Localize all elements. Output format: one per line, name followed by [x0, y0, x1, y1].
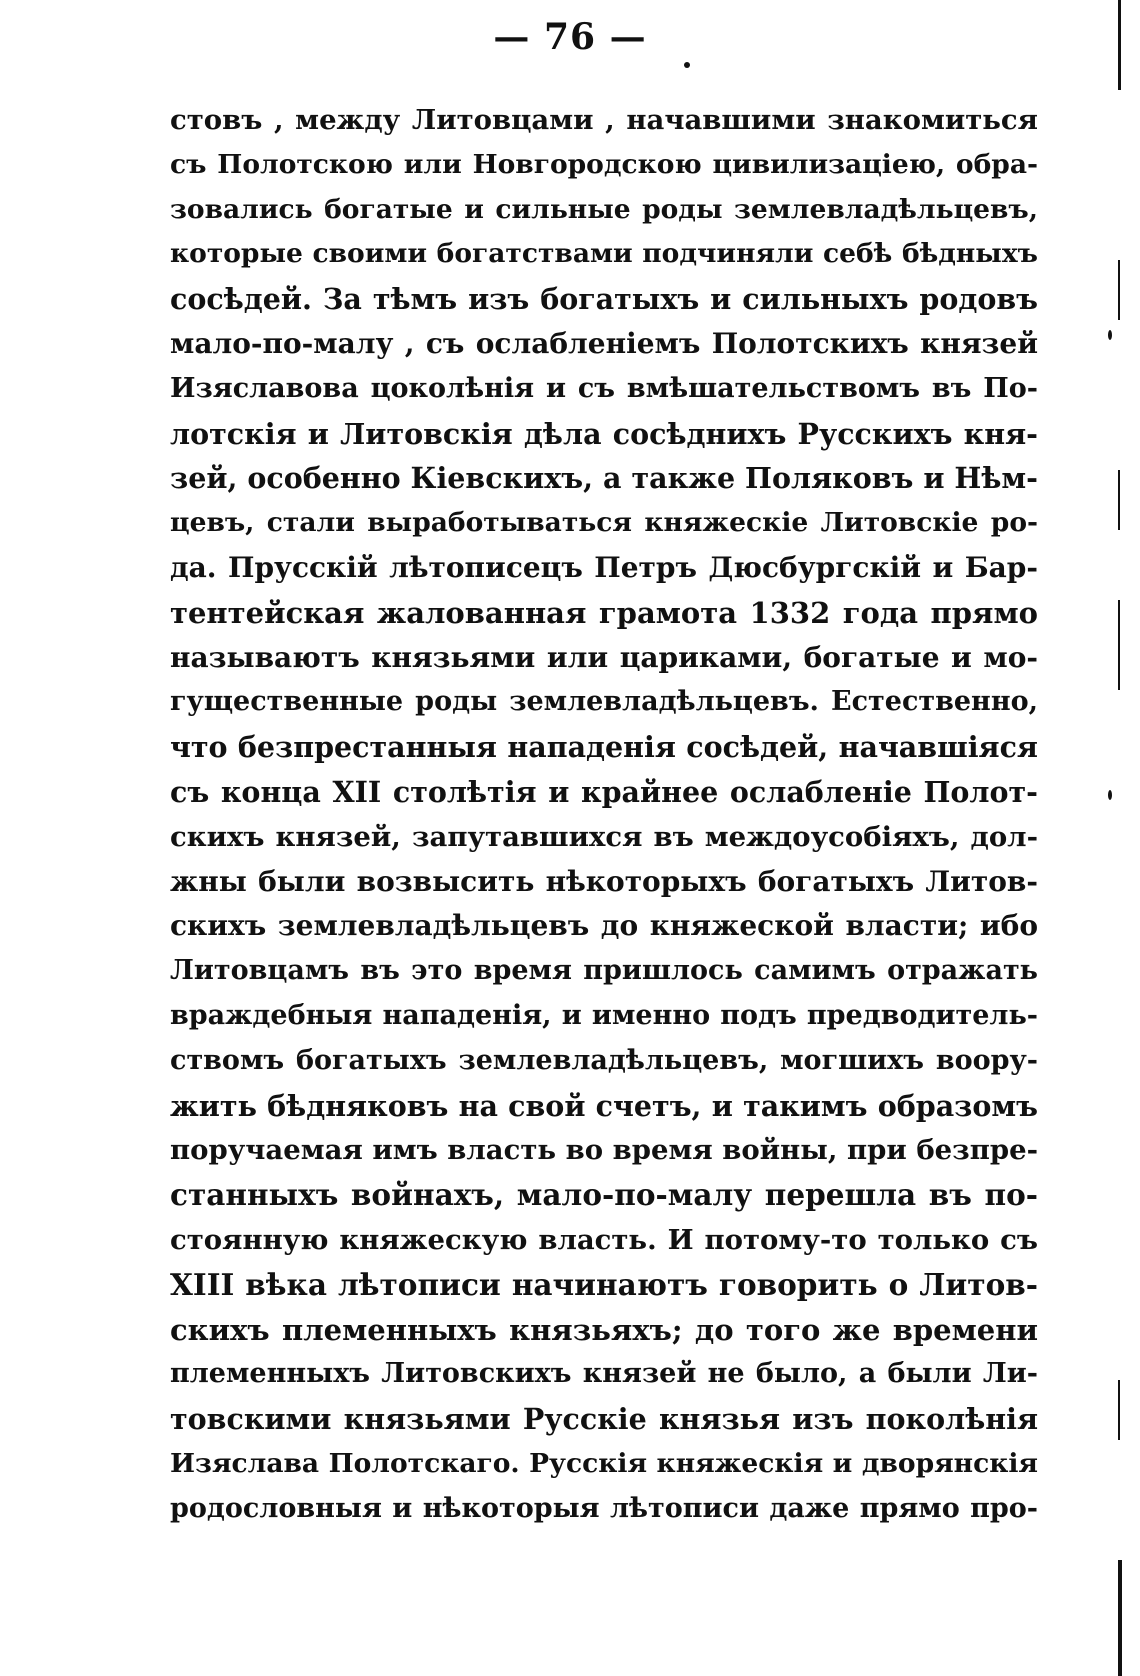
- text-line: лотскія и Литовскія дѣла сосѣднихъ Русскихъ кня-: [170, 416, 1038, 451]
- text-line: скихъ князей, запутавшихся въ междоусобіяхъ, дол-: [170, 820, 1038, 853]
- page-number: — 76 —: [493, 16, 647, 58]
- text-line: Изяслава Полотскаго. Русскія княжескія и дворянскія: [170, 1447, 1038, 1479]
- text-line: съ Полотскою или Новгородскою цивилизаціею, обра-: [170, 148, 1038, 180]
- text-line: тентейская жалованная грамота 1332 года прямо: [170, 595, 1038, 630]
- text-line: враждебныя нападенія, и именно подъ предводитель-: [170, 999, 1038, 1031]
- text-line: жить бѣдняковъ на свой счетъ, и такимъ образомъ: [170, 1088, 1038, 1123]
- text-line: родословныя и нѣкоторыя лѣтописи даже прямо про-: [170, 1492, 1038, 1524]
- text-line: зовались богатые и сильные роды землевладѣльцевъ,: [170, 193, 1038, 225]
- scan-edge-line: [1118, 0, 1122, 1676]
- text-line: скихъ землевладѣльцевъ до княжеской власти; ибо: [170, 909, 1038, 943]
- text-line: называютъ князьями или цариками, богатые и мо-: [170, 640, 1038, 674]
- text-line: стовъ , между Литовцами , начавшими знакомиться: [170, 104, 1038, 136]
- text-line: XIII вѣка лѣтописи начинаютъ говорить о Литов-: [170, 1266, 1038, 1302]
- text-line: стоянную княжескую власть. И потому-то только съ: [170, 1223, 1038, 1256]
- scan-speck: [1108, 330, 1112, 340]
- text-line: гущественные роды землевладѣльцевъ. Естественно,: [170, 686, 1038, 718]
- text-line: цевъ, стали выработываться княжескіе Литовскіе ро-: [170, 507, 1038, 539]
- text-line: жны были возвысить нѣкоторыхъ богатыхъ Литов-: [170, 864, 1038, 898]
- page-text-body: [170, 98, 1038, 1532]
- text-line: сосѣдей. За тѣмъ изъ богатыхъ и сильныхъ родовъ: [170, 282, 1038, 317]
- text-line: что безпрестанныя нападенія сосѣдей, начавшіяся: [170, 730, 1038, 765]
- text-line: Изяславова цоколѣнія и съ вмѣшательствомъ въ По-: [170, 372, 1038, 404]
- text-line: товскими князьями Русскіе князья изъ поколѣнія: [170, 1402, 1038, 1437]
- text-line: племенныхъ Литовскихъ князей не было, а были Ли-: [170, 1358, 1038, 1390]
- text-line: которые своими богатствами подчиняли себѣ бѣдныхъ: [170, 238, 1038, 270]
- scan-speck: [1108, 790, 1112, 800]
- text-line: скихъ племенныхъ князьяхъ; до того же времени: [170, 1312, 1038, 1347]
- text-line: Литовцамъ въ это время пришлось самимъ отражать: [170, 955, 1038, 987]
- text-line: съ конца XII столѣтія и крайнее ослабленіе Полот-: [170, 774, 1038, 809]
- text-line: зей, особенно Кіевскихъ, а также Поляковъ и Нѣм-: [170, 461, 1038, 496]
- text-line: поручаемая имъ власть во время войны, при безпре-: [170, 1134, 1038, 1167]
- text-line: станныхъ войнахъ, мало-по-малу перешла въ по-: [170, 1177, 1038, 1213]
- text-line: да. Прусскій лѣтописецъ Петръ Дюсбургскій и Бар-: [170, 550, 1038, 584]
- text-line: мало-по-малу , съ ослабленіемъ Полотскихъ князей: [170, 326, 1038, 360]
- text-line: ствомъ богатыхъ землевладѣльцевъ, могшихъ воору-: [170, 1044, 1038, 1076]
- scan-speck: [684, 62, 690, 68]
